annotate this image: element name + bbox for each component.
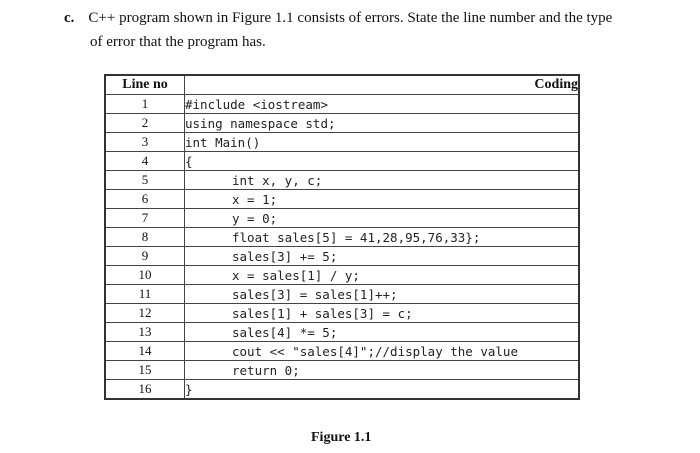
table-row: [105, 95, 579, 114]
header-coding: Coding: [185, 75, 580, 95]
code-line: {: [185, 152, 580, 171]
code-line: using namespace std;: [185, 114, 580, 133]
code-table: [104, 74, 580, 400]
question-line-2: of error that the program has.: [90, 34, 266, 50]
table-row: [105, 361, 579, 380]
line-number: 12: [105, 304, 185, 323]
table-row: [105, 190, 579, 209]
table-row: [105, 133, 579, 152]
line-number: 14: [105, 342, 185, 361]
code-line: x = 1;: [185, 190, 580, 209]
line-number: 9: [105, 247, 185, 266]
line-number: 15: [105, 361, 185, 380]
table-row: [105, 209, 579, 228]
line-number: 11: [105, 285, 185, 304]
figure-caption: Figure 1.1: [311, 430, 372, 445]
code-line: sales[3] = sales[1]++;: [185, 285, 580, 304]
question-text: [64, 6, 684, 54]
line-number: 13: [105, 323, 185, 342]
code-table-body: [105, 95, 579, 400]
line-number: 2: [105, 114, 185, 133]
table-row: [105, 152, 579, 171]
table-row: [105, 323, 579, 342]
table-row: [105, 285, 579, 304]
header-line-no: Line no: [105, 75, 185, 95]
table-row: [105, 266, 579, 285]
line-number: 4: [105, 152, 185, 171]
code-line: int x, y, c;: [185, 171, 580, 190]
question-line-1-text: C++ program shown in Figure 1.1 consists of errors. State the line number and the type: [88, 10, 613, 26]
code-line: int Main(): [185, 133, 580, 152]
code-line: return 0;: [185, 361, 580, 380]
table-row: [105, 304, 579, 323]
line-number: 16: [105, 380, 185, 400]
table-row: [105, 171, 579, 190]
code-line: x = sales[1] / y;: [185, 266, 580, 285]
line-number: 1: [105, 95, 185, 114]
code-line: sales[4] *= 5;: [185, 323, 580, 342]
question-line-1: [64, 6, 684, 30]
line-number: 3: [105, 133, 185, 152]
line-number: 7: [105, 209, 185, 228]
table-row: [105, 114, 579, 133]
table-row: [105, 342, 579, 361]
code-line: cout << "sales[4]";//display the value: [185, 342, 580, 361]
code-line: y = 0;: [185, 209, 580, 228]
table-row: [105, 380, 579, 400]
table-header-row: [105, 75, 579, 95]
code-line: #include <iostream>: [185, 95, 580, 114]
code-line: float sales[5] = 41,28,95,76,33};: [185, 228, 580, 247]
line-number: 8: [105, 228, 185, 247]
code-line: sales[1] + sales[3] = c;: [185, 304, 580, 323]
line-number: 6: [105, 190, 185, 209]
table-row: [105, 247, 579, 266]
code-line: sales[3] += 5;: [185, 247, 580, 266]
question-label: c.: [64, 10, 75, 26]
code-line: }: [185, 380, 580, 400]
line-number: 5: [105, 171, 185, 190]
table-row: [105, 228, 579, 247]
line-number: 10: [105, 266, 185, 285]
